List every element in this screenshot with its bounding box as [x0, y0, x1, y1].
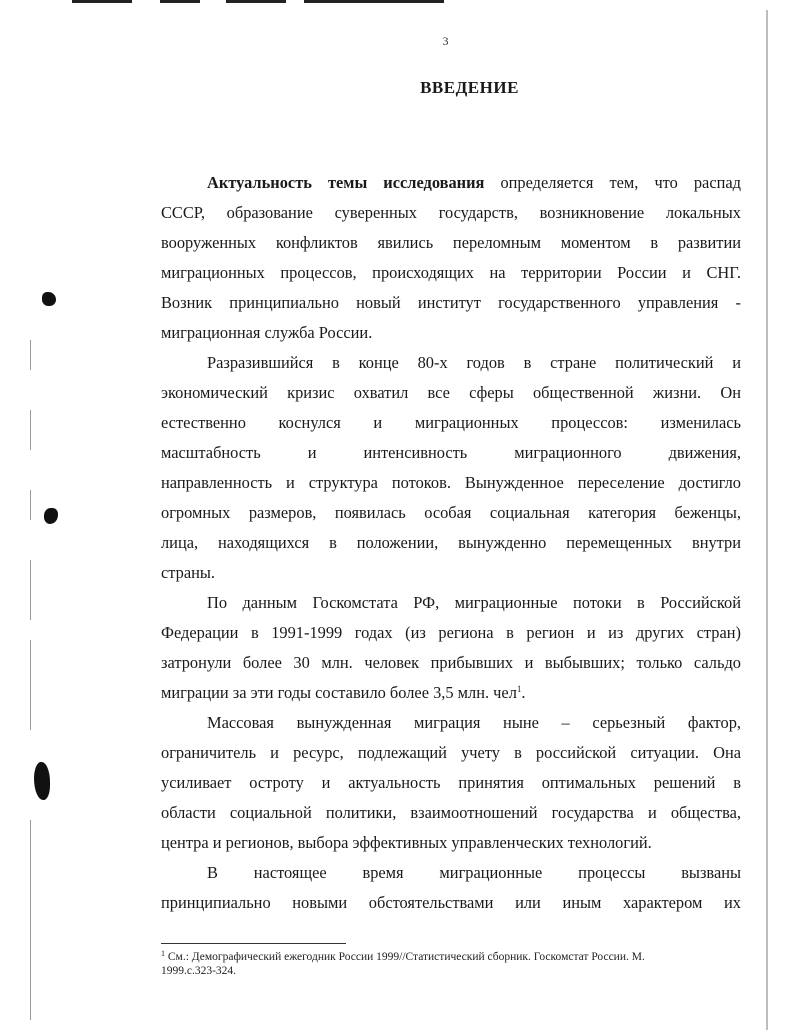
paragraph-statistics — [161, 588, 741, 708]
scan-edge-top-4 — [304, 0, 444, 3]
text-line: В настоящее время миграционные процессы вызваны — [207, 863, 741, 882]
scan-edge-left-5 — [30, 640, 31, 730]
scan-edge-left-4 — [30, 560, 31, 620]
text-line: центра и регионов, выбора эффективных управленческих технологий. — [161, 833, 652, 852]
footnote-reference: 1 — [516, 684, 522, 694]
text-line: вооруженных конфликтов явились переломным моментом в развитии — [161, 233, 741, 252]
scan-edge-left-6 — [30, 820, 31, 1020]
ink-blot-1 — [42, 292, 56, 306]
text-line: Актуальность темы исследования определяется тем, что распад — [207, 173, 741, 192]
text-line: ограничитель и ресурс, подлежащий учету в российской ситуации. Она — [161, 743, 741, 762]
text-line: Массовая вынужденная миграция ныне – серьезный фактор, — [207, 713, 741, 732]
footnote-separator — [161, 943, 346, 944]
document-body — [161, 168, 741, 918]
text-line: области социальной политики, взаимоотношений государства и общества, — [161, 803, 741, 822]
page-title: ВВЕДЕНИЕ — [420, 78, 519, 97]
text-line: По данным Госкомстата РФ, миграционные потоки в Российской — [207, 593, 741, 612]
text-line: экономический кризис охватил все сферы общественной жизни. Он — [161, 383, 741, 402]
footnote — [161, 950, 721, 978]
scan-edge-right — [766, 10, 768, 1030]
text-line: лица, находящихся в положении, вынужденно перемещенных внутри — [161, 533, 741, 552]
ink-blot-2 — [44, 508, 58, 524]
text-line: усиливает остроту и актуальность принятия оптимальных решений в — [161, 773, 741, 792]
ink-blot-3 — [34, 762, 50, 800]
text-line: Федерации в 1991-1999 годах (из региона в регион и из других стран) — [161, 623, 741, 642]
text-line: затронули более 30 млн. человек прибывших и выбывших; только сальдо — [161, 653, 741, 672]
text-line: направленность и структура потоков. Вынужденное переселение достигло — [161, 473, 741, 492]
scan-edge-left-1 — [30, 340, 31, 370]
scan-edge-top-2 — [160, 0, 200, 3]
scan-edge-left-3 — [30, 490, 31, 520]
footnote-mark: 1 — [161, 949, 165, 958]
bold-phrase: Актуальность темы исследования — [207, 173, 485, 192]
text-line: естественно коснулся и миграционных процессов: изменилась — [161, 413, 741, 432]
paragraph-present-time — [161, 858, 741, 918]
text-line: Разразившийся в конце 80-х годов в стране политический и — [207, 353, 741, 372]
text-line: масштабность и интенсивность миграционного движения, — [161, 443, 741, 462]
paragraph-crisis — [161, 348, 741, 588]
paragraph-relevance — [161, 168, 741, 348]
scan-edge-top-3 — [226, 0, 286, 3]
scan-edge-top-1 — [72, 0, 132, 3]
footnote-line: $^1$ См.: Демографический ежегодник России 1999//Статистический сборник. Госкомстат России. М. — [161, 949, 645, 963]
text-line: СССР, образование суверенных государств, возникновение локальных — [161, 203, 741, 222]
text-line: Возник принципиально новый институт государственного управления - — [161, 293, 741, 312]
scan-edge-left-2 — [30, 410, 31, 450]
text-line: огромных размеров, появилась особая социальная категория беженцы, — [161, 503, 741, 522]
page-number: 3 — [442, 34, 449, 48]
text-line: миграционных процессов, происходящих на территории России и СНГ. — [161, 263, 741, 282]
footnote-line: 1999.с.323-324. — [161, 965, 237, 977]
text-line: миграционная служба России. — [161, 323, 373, 342]
text-line: миграции за эти годы составило более 3,5 млн. чел$^1$. — [161, 683, 526, 702]
text-line: страны. — [161, 563, 215, 582]
text-line: принципиально новыми обстоятельствами или иным характером их — [161, 893, 741, 912]
paragraph-forced-migration — [161, 708, 741, 858]
